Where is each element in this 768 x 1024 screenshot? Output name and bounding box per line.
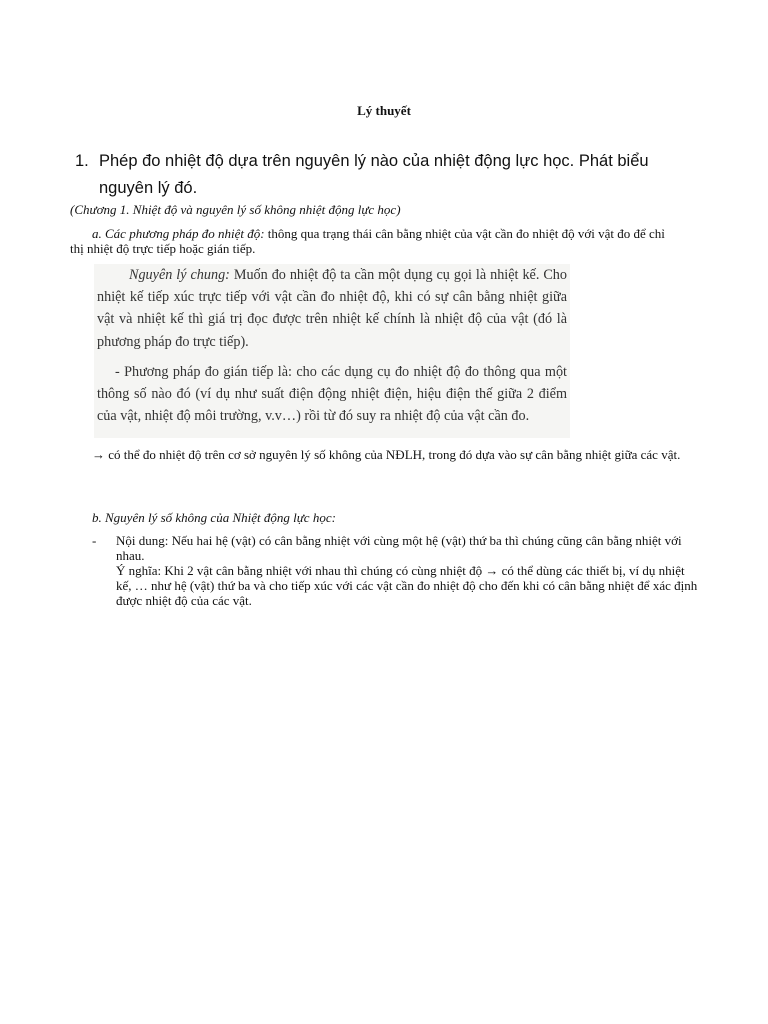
question-heading bbox=[75, 148, 695, 202]
scanned-excerpt bbox=[94, 264, 570, 438]
question-line-2: nguyên lý đó. bbox=[99, 179, 198, 197]
section-a-text: thông qua trạng thái cân bằng nhiệt của vật cần đo nhiệt độ với vật đo để chỉ thị nhiệt độ trực tiếp hoặc gián tiếp. bbox=[70, 226, 665, 256]
excerpt-p1-label: Nguyên lý chung: bbox=[129, 267, 230, 283]
page-title: Lý thuyết bbox=[357, 103, 411, 118]
bullet-marker: - bbox=[92, 533, 97, 548]
section-b-heading: b. Nguyên lý số không của Nhiệt động lực học: bbox=[92, 510, 336, 525]
section-a-paragraph bbox=[70, 226, 680, 256]
excerpt-paragraph-1 bbox=[97, 264, 567, 353]
principle-meaning: Ý nghĩa: Khi 2 vật cân bằng nhiệt với nhau thì chúng có cùng nhiệt độ → có thể dùng các thiết bị, ví dụ nhiệt kế, … như hệ (vật) thứ ba và cho tiếp xúc với các vật cần đo nhiệt độ cho đến khi có cân bằng nhiệt để xác định được nhiệt độ của các vật. bbox=[116, 563, 698, 608]
question-number: 1. bbox=[75, 152, 89, 170]
chapter-note: (Chương 1. Nhiệt độ và nguyên lý số không nhiệt động lực học) bbox=[70, 202, 401, 217]
section-a-label: a. Các phương pháp đo nhiệt độ: bbox=[92, 226, 265, 241]
bullet-body bbox=[116, 533, 702, 608]
question-line-1: Phép đo nhiệt độ dựa trên nguyên lý nào của nhiệt động lực học. Phát biểu bbox=[99, 152, 649, 170]
section-b-bullet bbox=[92, 533, 702, 608]
conclusion-paragraph: → có thể đo nhiệt độ trên cơ sở nguyên lý số không của NĐLH, trong đó dựa vào sự cân bằng nhiệt giữa các vật. bbox=[92, 447, 681, 462]
excerpt-paragraph-2: - Phương pháp đo gián tiếp là: cho các dụng cụ đo nhiệt độ đo thông qua một thông số nào đó (ví dụ như suất điện động nhiệt điện, hiệu điện thế giữa 2 điểm của vật, nhiệt độ môi trường, v.v…) rồi từ đó suy ra nhiệt độ của vật cần đo. bbox=[97, 363, 567, 425]
principle-content: Nội dung: Nếu hai hệ (vật) có cân bằng nhiệt với cùng một hệ (vật) thứ ba thì chúng cũng cân bằng nhiệt với nhau. bbox=[116, 533, 682, 563]
excerpt-p1-text: Muốn đo nhiệt độ ta cần một dụng cụ gọi là nhiệt kế. Cho nhiệt kế tiếp xúc trực tiếp với vật cần đo nhiệt độ, khi có sự cân bằng nhiệt giữa vật và nhiệt kế thì giá trị đọc được trên nhiệt kế chính là nhiệt độ của vật (đó là phương pháp đo trực tiếp). bbox=[97, 267, 567, 350]
